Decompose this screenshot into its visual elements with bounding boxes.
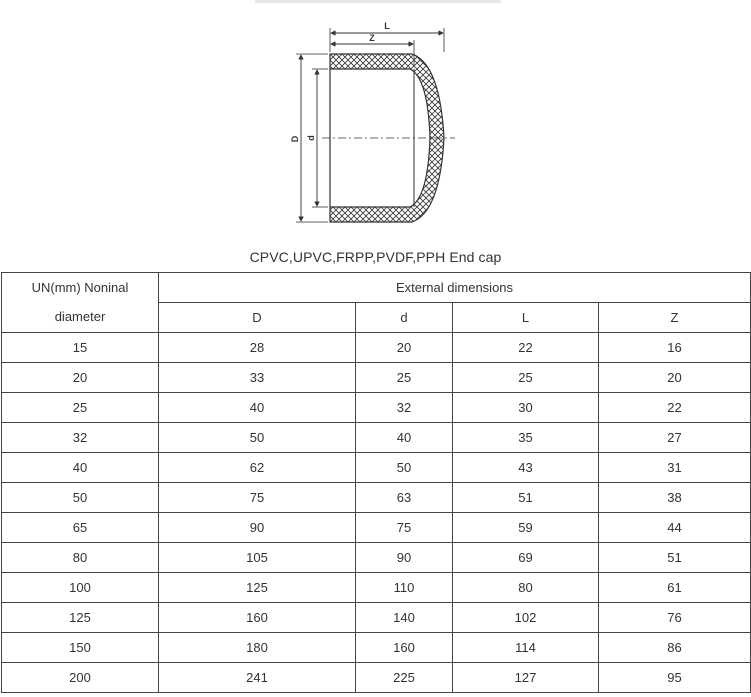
cell-D: 75	[159, 483, 356, 513]
cell-Z: 61	[599, 573, 751, 603]
cell-D: 28	[159, 333, 356, 363]
table-row	[2, 513, 751, 543]
external-dimensions-header: External dimensions	[159, 273, 751, 303]
table-row	[2, 573, 751, 603]
cell-d: 40	[356, 423, 453, 453]
cell-nominal: 65	[2, 513, 159, 543]
cell-Z: 20	[599, 363, 751, 393]
dimensions-table	[1, 272, 751, 693]
end-cap-drawing	[280, 12, 470, 232]
cell-Z: 38	[599, 483, 751, 513]
cell-L: 102	[453, 603, 599, 633]
cell-D: 33	[159, 363, 356, 393]
cell-D: 105	[159, 543, 356, 573]
label-d: d	[306, 135, 316, 141]
label-D: D	[290, 135, 300, 143]
cell-nominal: 100	[2, 573, 159, 603]
cell-D: 241	[159, 663, 356, 693]
nominal-header-line1: UN(mm) Noninal	[31, 280, 129, 295]
cell-nominal: 15	[2, 333, 159, 363]
cell-L: 69	[453, 543, 599, 573]
column-header-L: L	[453, 303, 599, 333]
cell-Z: 31	[599, 453, 751, 483]
column-header-D: D	[159, 303, 356, 333]
cell-L: 25	[453, 363, 599, 393]
cell-d: 160	[356, 633, 453, 663]
cell-D: 50	[159, 423, 356, 453]
cell-L: 35	[453, 423, 599, 453]
cell-Z: 27	[599, 423, 751, 453]
nominal-header-line2: diameter	[54, 309, 106, 324]
cell-d: 75	[356, 513, 453, 543]
table-row	[2, 633, 751, 663]
cell-Z: 22	[599, 393, 751, 423]
label-L: L	[384, 21, 390, 31]
figure-caption: CPVC,UPVC,FRPP,PVDF,PPH End cap	[249, 249, 502, 265]
cell-nominal: 150	[2, 633, 159, 663]
column-header-Z: Z	[599, 303, 751, 333]
cell-nominal: 50	[2, 483, 159, 513]
table-row	[2, 663, 751, 693]
cell-nominal: 80	[2, 543, 159, 573]
cell-Z: 86	[599, 633, 751, 663]
table-row	[2, 483, 751, 513]
cell-d: 140	[356, 603, 453, 633]
cell-Z: 95	[599, 663, 751, 693]
table-row	[2, 543, 751, 573]
table-body	[2, 333, 751, 693]
cell-Z: 76	[599, 603, 751, 633]
cell-d: 90	[356, 543, 453, 573]
cell-L: 51	[453, 483, 599, 513]
cell-D: 125	[159, 573, 356, 603]
cell-d: 20	[356, 333, 453, 363]
cell-D: 160	[159, 603, 356, 633]
cell-Z: 44	[599, 513, 751, 543]
cell-D: 180	[159, 633, 356, 663]
top-divider	[255, 0, 501, 3]
cell-L: 30	[453, 393, 599, 423]
table-row	[2, 453, 751, 483]
cell-L: 22	[453, 333, 599, 363]
table-row	[2, 333, 751, 363]
table-row	[2, 363, 751, 393]
table-row	[2, 603, 751, 633]
cell-nominal: 20	[2, 363, 159, 393]
cell-d: 32	[356, 393, 453, 423]
cell-nominal: 32	[2, 423, 159, 453]
cell-d: 225	[356, 663, 453, 693]
cell-Z: 16	[599, 333, 751, 363]
cell-L: 114	[453, 633, 599, 663]
cell-L: 80	[453, 573, 599, 603]
cell-L: 43	[453, 453, 599, 483]
table-row	[2, 423, 751, 453]
cell-nominal: 200	[2, 663, 159, 693]
cell-D: 62	[159, 453, 356, 483]
cell-nominal: 40	[2, 453, 159, 483]
nominal-diameter-header	[2, 273, 159, 333]
cell-d: 25	[356, 363, 453, 393]
cell-nominal: 25	[2, 393, 159, 423]
column-header-d: d	[356, 303, 453, 333]
cell-nominal: 125	[2, 603, 159, 633]
cell-L: 127	[453, 663, 599, 693]
cell-d: 50	[356, 453, 453, 483]
cell-d: 63	[356, 483, 453, 513]
label-Z: Z	[369, 33, 375, 43]
cell-Z: 51	[599, 543, 751, 573]
cell-L: 59	[453, 513, 599, 543]
cell-d: 110	[356, 573, 453, 603]
cell-D: 40	[159, 393, 356, 423]
table-row	[2, 393, 751, 423]
cell-D: 90	[159, 513, 356, 543]
